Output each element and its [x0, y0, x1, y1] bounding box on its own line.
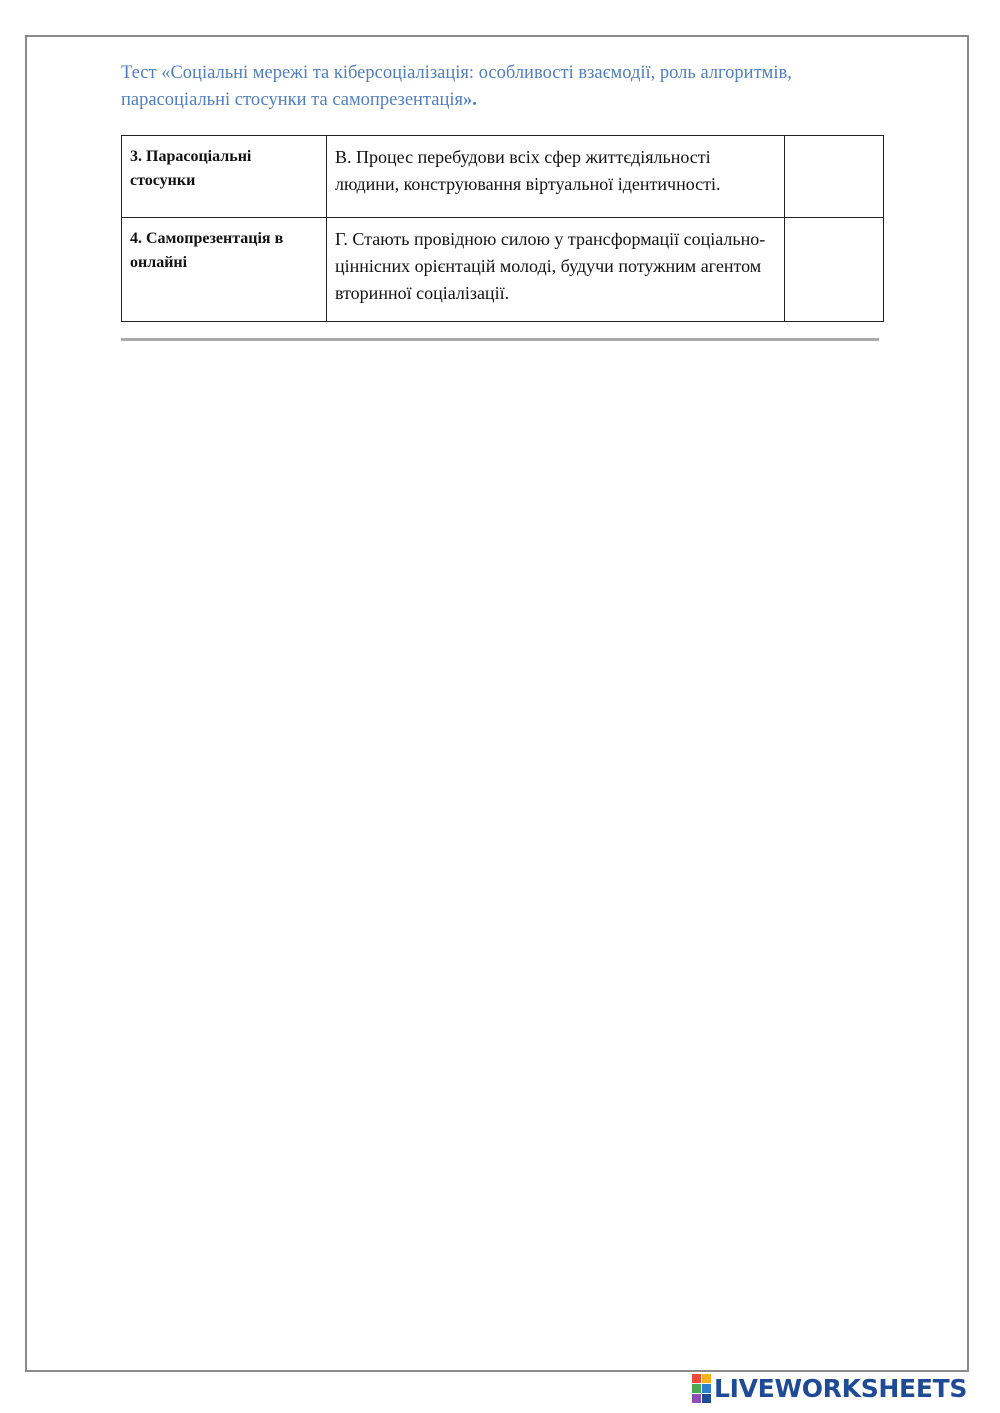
answer-input-cell[interactable] [785, 136, 884, 218]
term-cell [122, 136, 327, 218]
logo-mark-icon [692, 1374, 711, 1403]
horizontal-divider [121, 338, 879, 341]
logo-text: LIVEWORKSHEETS [714, 1373, 968, 1403]
logo-square [692, 1374, 701, 1383]
title-prefix: Тест « [121, 63, 171, 83]
logo-square [702, 1384, 711, 1393]
title-suffix: ». [463, 90, 477, 110]
term-label: 4. Самопрезентація в онлайні [130, 230, 284, 271]
document-title [121, 60, 881, 114]
definition-cell [327, 218, 785, 322]
logo-square [702, 1374, 711, 1383]
table-row [122, 136, 884, 218]
logo-square [692, 1384, 701, 1393]
liveworksheets-logo[interactable] [692, 1373, 968, 1403]
logo-square [692, 1394, 701, 1403]
matching-table [121, 135, 884, 322]
definition-cell [327, 136, 785, 218]
definition-text: В. Процес перебудови всіх сфер життєдіяльності людини, конструювання віртуальної ідентичності. [335, 147, 721, 194]
title-main: Соціальні мережі та кіберсоціалізація: особливості взаємодії, роль алгоритмів, парасоціальні стосунки та самопрезентація [121, 63, 792, 110]
logo-square [702, 1394, 711, 1403]
table-row [122, 218, 884, 322]
answer-input-cell[interactable] [785, 218, 884, 322]
term-label: 3. Парасоціальні стосунки [130, 148, 252, 189]
term-cell [122, 218, 327, 322]
definition-text: Г. Стають провідною силою у трансформації соціально-ціннісних орієнтацій молоді, будучи потужним агентом вторинної соціалізації. [335, 229, 766, 303]
